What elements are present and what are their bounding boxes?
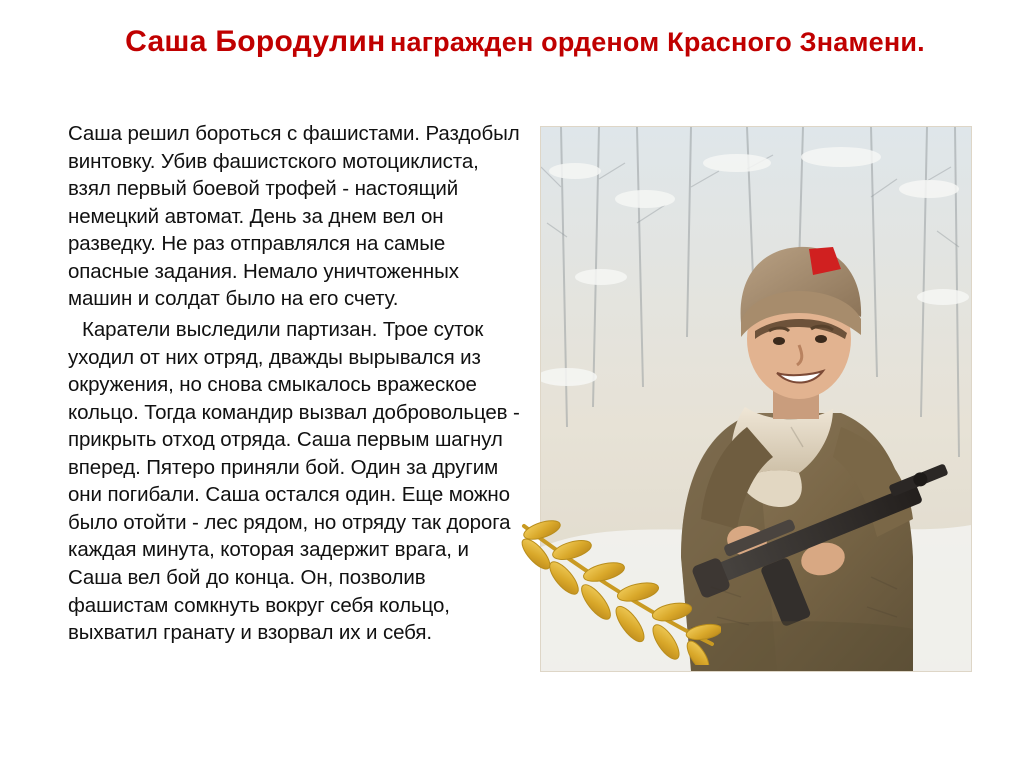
title-award-text: награжден орденом Красного Знамени. xyxy=(389,27,925,57)
body-text-column xyxy=(68,120,523,647)
paragraph-1: Саша решил бороться с фашистами. Раздобыл винтовку. Убив фашистского мотоциклиста, взял первый боевой трофей - настоящий немецкий автомат. День за днем вел он разведку. Не раз отправлялся на самые опасные задания. Немало уничтоженных машин и солдат было на его счету. xyxy=(68,122,520,311)
title-hero-name: Саша Бородулин xyxy=(125,25,386,58)
paragraph-2: Каратели выследили партизан. Трое суток уходил от них отряд, дважды вырывался из окружения, но снова смыкалось вражеское кольцо. Тогда командир вызвал добровольцев - прикрыть отход отряда. Саша первым шагнул вперед. Пятеро приняли бой. Один за другим они погибали. Саша остался один. Еще можно было отойти - лес рядом, но отряду так дорога каждая минута, которая задержит врага, и Саша вел бой до конца. Он, позволив фашистам сомкнуть вокруг себя кольцо, выхватил гранату и взорвал их и себя. xyxy=(68,317,520,645)
page-title xyxy=(110,22,940,62)
partisan-portrait-illustration xyxy=(540,126,972,672)
